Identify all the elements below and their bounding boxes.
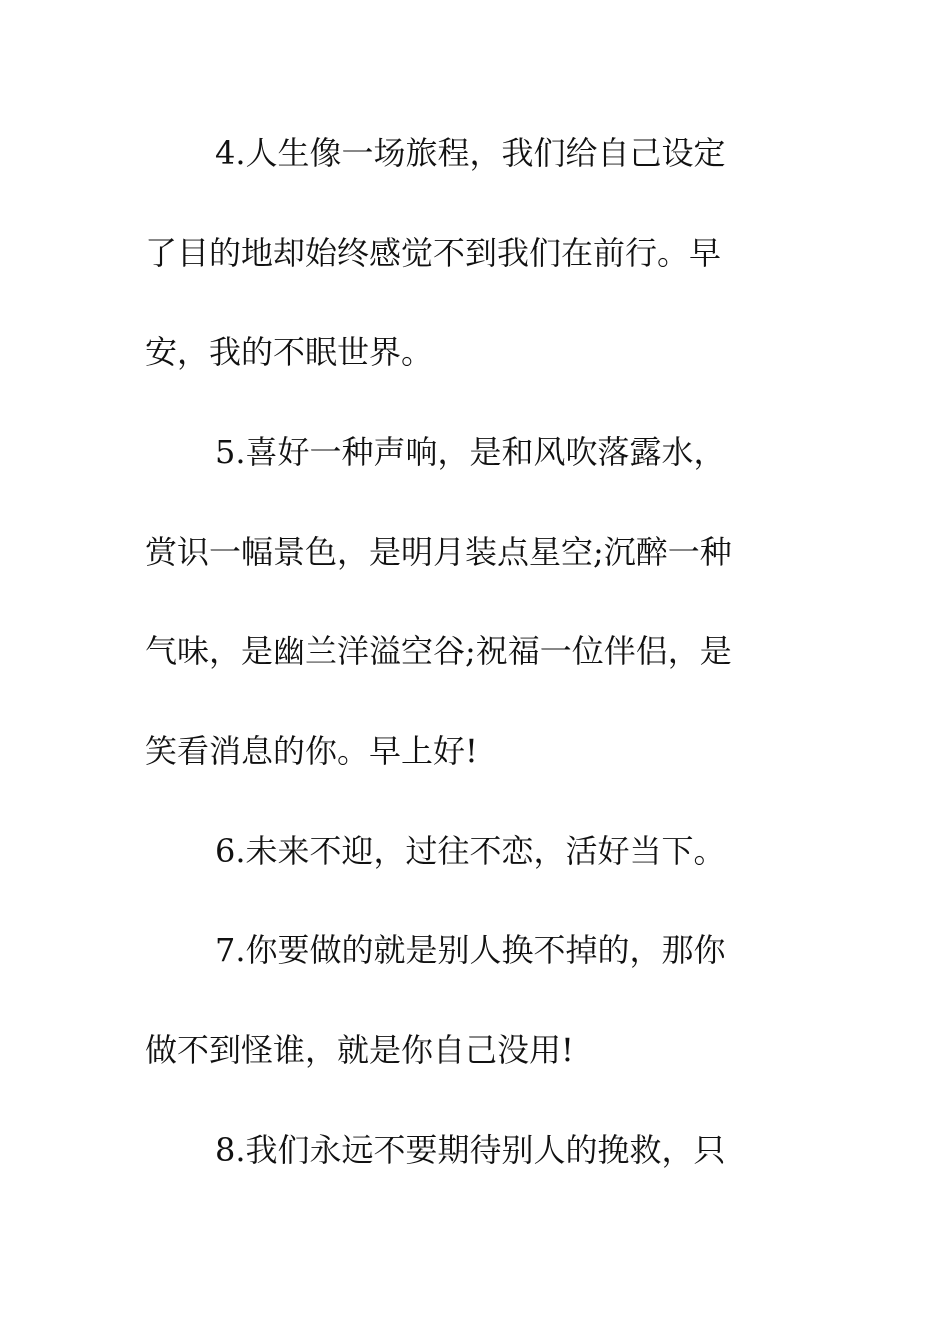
- paragraph-8-line-1: 8.我们永远不要期待别人的挽救，只: [215, 1131, 726, 1169]
- paragraph-6-line-1: 6.未来不迎，过往不恋，活好当下。: [215, 832, 726, 870]
- paragraph-4-line-3: 安，我的不眠世界。: [145, 333, 434, 371]
- paragraph-4-line-2: 了目的地却始终感觉不到我们在前行。早: [145, 234, 722, 272]
- paragraph-7-line-2: 做不到怪谁，就是你自己没用!: [145, 1031, 574, 1069]
- paragraph-5-line-3: 气味，是幽兰洋溢空谷;祝福一位伴侣，是: [145, 632, 732, 670]
- paragraph-5-line-4: 笑看消息的你。早上好!: [145, 732, 478, 770]
- paragraph-4-line-1: 4.人生像一场旅程，我们给自己设定: [215, 134, 726, 172]
- paragraph-5-line-2: 赏识一幅景色，是明月装点星空;沉醉一种: [145, 533, 732, 571]
- paragraph-5-line-1: 5.喜好一种声响，是和风吹落露水，: [215, 433, 726, 471]
- paragraph-7-line-1: 7.你要做的就是别人换不掉的，那你: [215, 931, 726, 969]
